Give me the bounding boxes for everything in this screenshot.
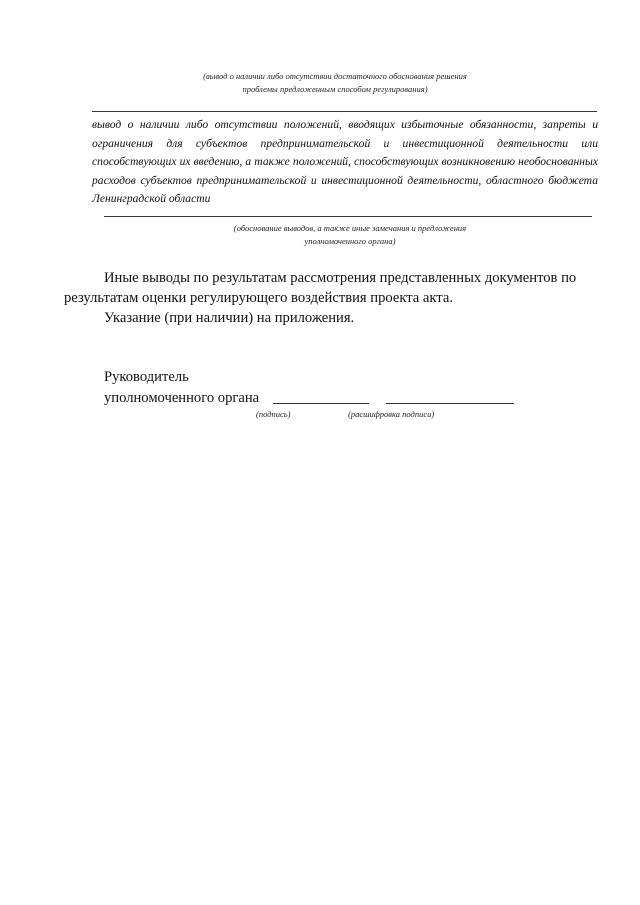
conclusion-paragraph: вывод о наличии либо отсутствии положений, вводящих избыточные обязанности, запреты и ограничения для субъектов предпринимательской и инвестиционной деятельности или способствующих их введению, а также положений, способствующих возникновению необоснованных расходов субъектов предпринимательской и инвестиционной деятельности, областного бюджета Ленинградской области [92, 118, 598, 205]
transcript-caption: (расшифровка подписи) [348, 409, 435, 419]
signature-title-line-1: Руководитель [104, 369, 189, 385]
transcript-line [386, 403, 514, 404]
separator-line-top [92, 111, 597, 112]
attachments-note: Указание (при наличии) на приложения. [104, 310, 355, 326]
top-caption [150, 70, 520, 96]
other-conclusions-line-2: результатам оценки регулирующего воздействия проекта акта. [64, 290, 453, 306]
middle-caption-line-1: (обоснование выводов, а также иные замечания и предложения [233, 223, 467, 233]
separator-line-middle [104, 216, 592, 217]
middle-caption [190, 222, 510, 248]
middle-caption-line-2: уполномоченного органа) [304, 236, 396, 246]
signature-line [273, 403, 369, 404]
top-caption-line-2: проблемы предложенным способом регулирования) [242, 84, 428, 94]
signature-title-line-2: уполномоченного органа [104, 390, 260, 406]
top-caption-line-1: (вывод о наличии либо отсутствии достаточного обоснования решения [203, 71, 467, 81]
other-conclusions-line-1: Иные выводы по результатам рассмотрения представленных документов по [104, 270, 577, 286]
signature-caption: (подпись) [256, 409, 291, 419]
